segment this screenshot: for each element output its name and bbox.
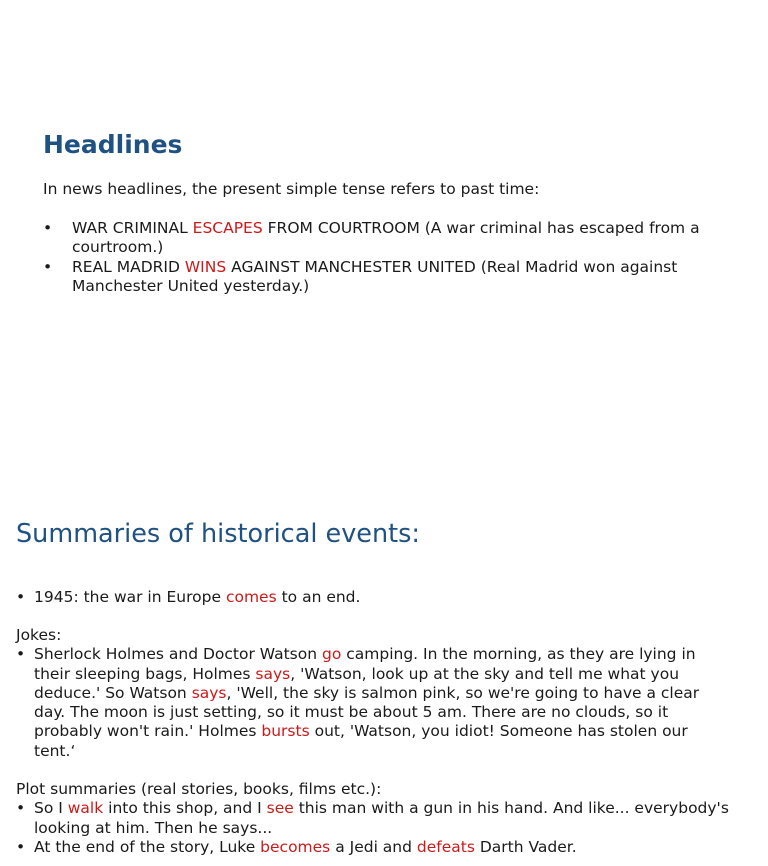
jokes-list [16, 645, 731, 761]
highlighted-verb: WINS [184, 257, 227, 276]
highlighted-verb: says [255, 664, 291, 683]
headlines-list [43, 219, 733, 296]
plot-list [16, 799, 731, 857]
highlighted-verb: go [321, 645, 342, 664]
plot-label: Plot summaries (real stories, books, films etc.): [16, 780, 382, 798]
list-item [16, 588, 731, 607]
jokes-label: Jokes: [16, 626, 62, 644]
item-text: this man with a gun in his hand. And like... everybody's looking at him. Then he says... [34, 799, 729, 837]
item-text: FROM COURTROOM (A war criminal has escaped from a courtroom.) [72, 219, 700, 257]
list-item [16, 799, 731, 838]
highlighted-verb: ESCAPES [192, 219, 263, 237]
summaries-list [16, 588, 731, 607]
highlighted-verb: becomes [260, 837, 331, 856]
item-text: , 'Well, the sky is salmon pink, so we're going to have a clear day. The moon is just setting, so it must be about 5 am. There are no clouds, so it probably won't rain.' Holmes [34, 683, 700, 741]
plot-section [16, 780, 731, 857]
item-text: to an end. [276, 588, 361, 606]
item-text: into this shop, and I [103, 799, 267, 818]
summaries-heading: Summaries of historical events: [16, 519, 421, 549]
highlighted-verb: walk [67, 799, 104, 818]
highlighted-verb: comes [225, 588, 277, 606]
headlines-heading: Headlines [43, 130, 183, 159]
item-text: out, 'Watson, you idiot! Someone has stolen our tent.‘ [34, 722, 688, 760]
highlighted-verb: says [191, 683, 227, 702]
list-item [43, 219, 733, 258]
item-text: camping. In the morning, as they are lying in their sleeping bags, Holmes [34, 645, 696, 683]
item-text: At the end of the story, Luke [34, 837, 261, 856]
item-text: AGAINST MANCHESTER UNITED (Real Madrid won against Manchester United yesterday.) [72, 257, 678, 295]
summaries-section [16, 588, 731, 607]
list-item [16, 838, 731, 857]
item-text: Sherlock Holmes and Doctor Watson [34, 645, 322, 664]
item-text: REAL MADRID [72, 257, 185, 276]
item-text: a Jedi and [330, 837, 417, 856]
item-text: WAR CRIMINAL [72, 219, 193, 237]
item-text: Darth Vader. [474, 837, 577, 856]
highlighted-verb: see [266, 799, 294, 818]
item-text: 1945: the war in Europe [34, 588, 226, 606]
highlighted-verb: bursts [261, 722, 310, 741]
list-item [16, 645, 731, 761]
highlighted-verb: defeats [416, 837, 475, 856]
jokes-section [16, 626, 731, 761]
item-text: , 'Watson, look up at the sky and tell me what you deduce.' So Watson [34, 664, 680, 702]
headlines-intro: In news headlines, the present simple tense refers to past time: [43, 180, 540, 198]
item-text: So I [34, 799, 68, 818]
list-item [43, 258, 733, 297]
